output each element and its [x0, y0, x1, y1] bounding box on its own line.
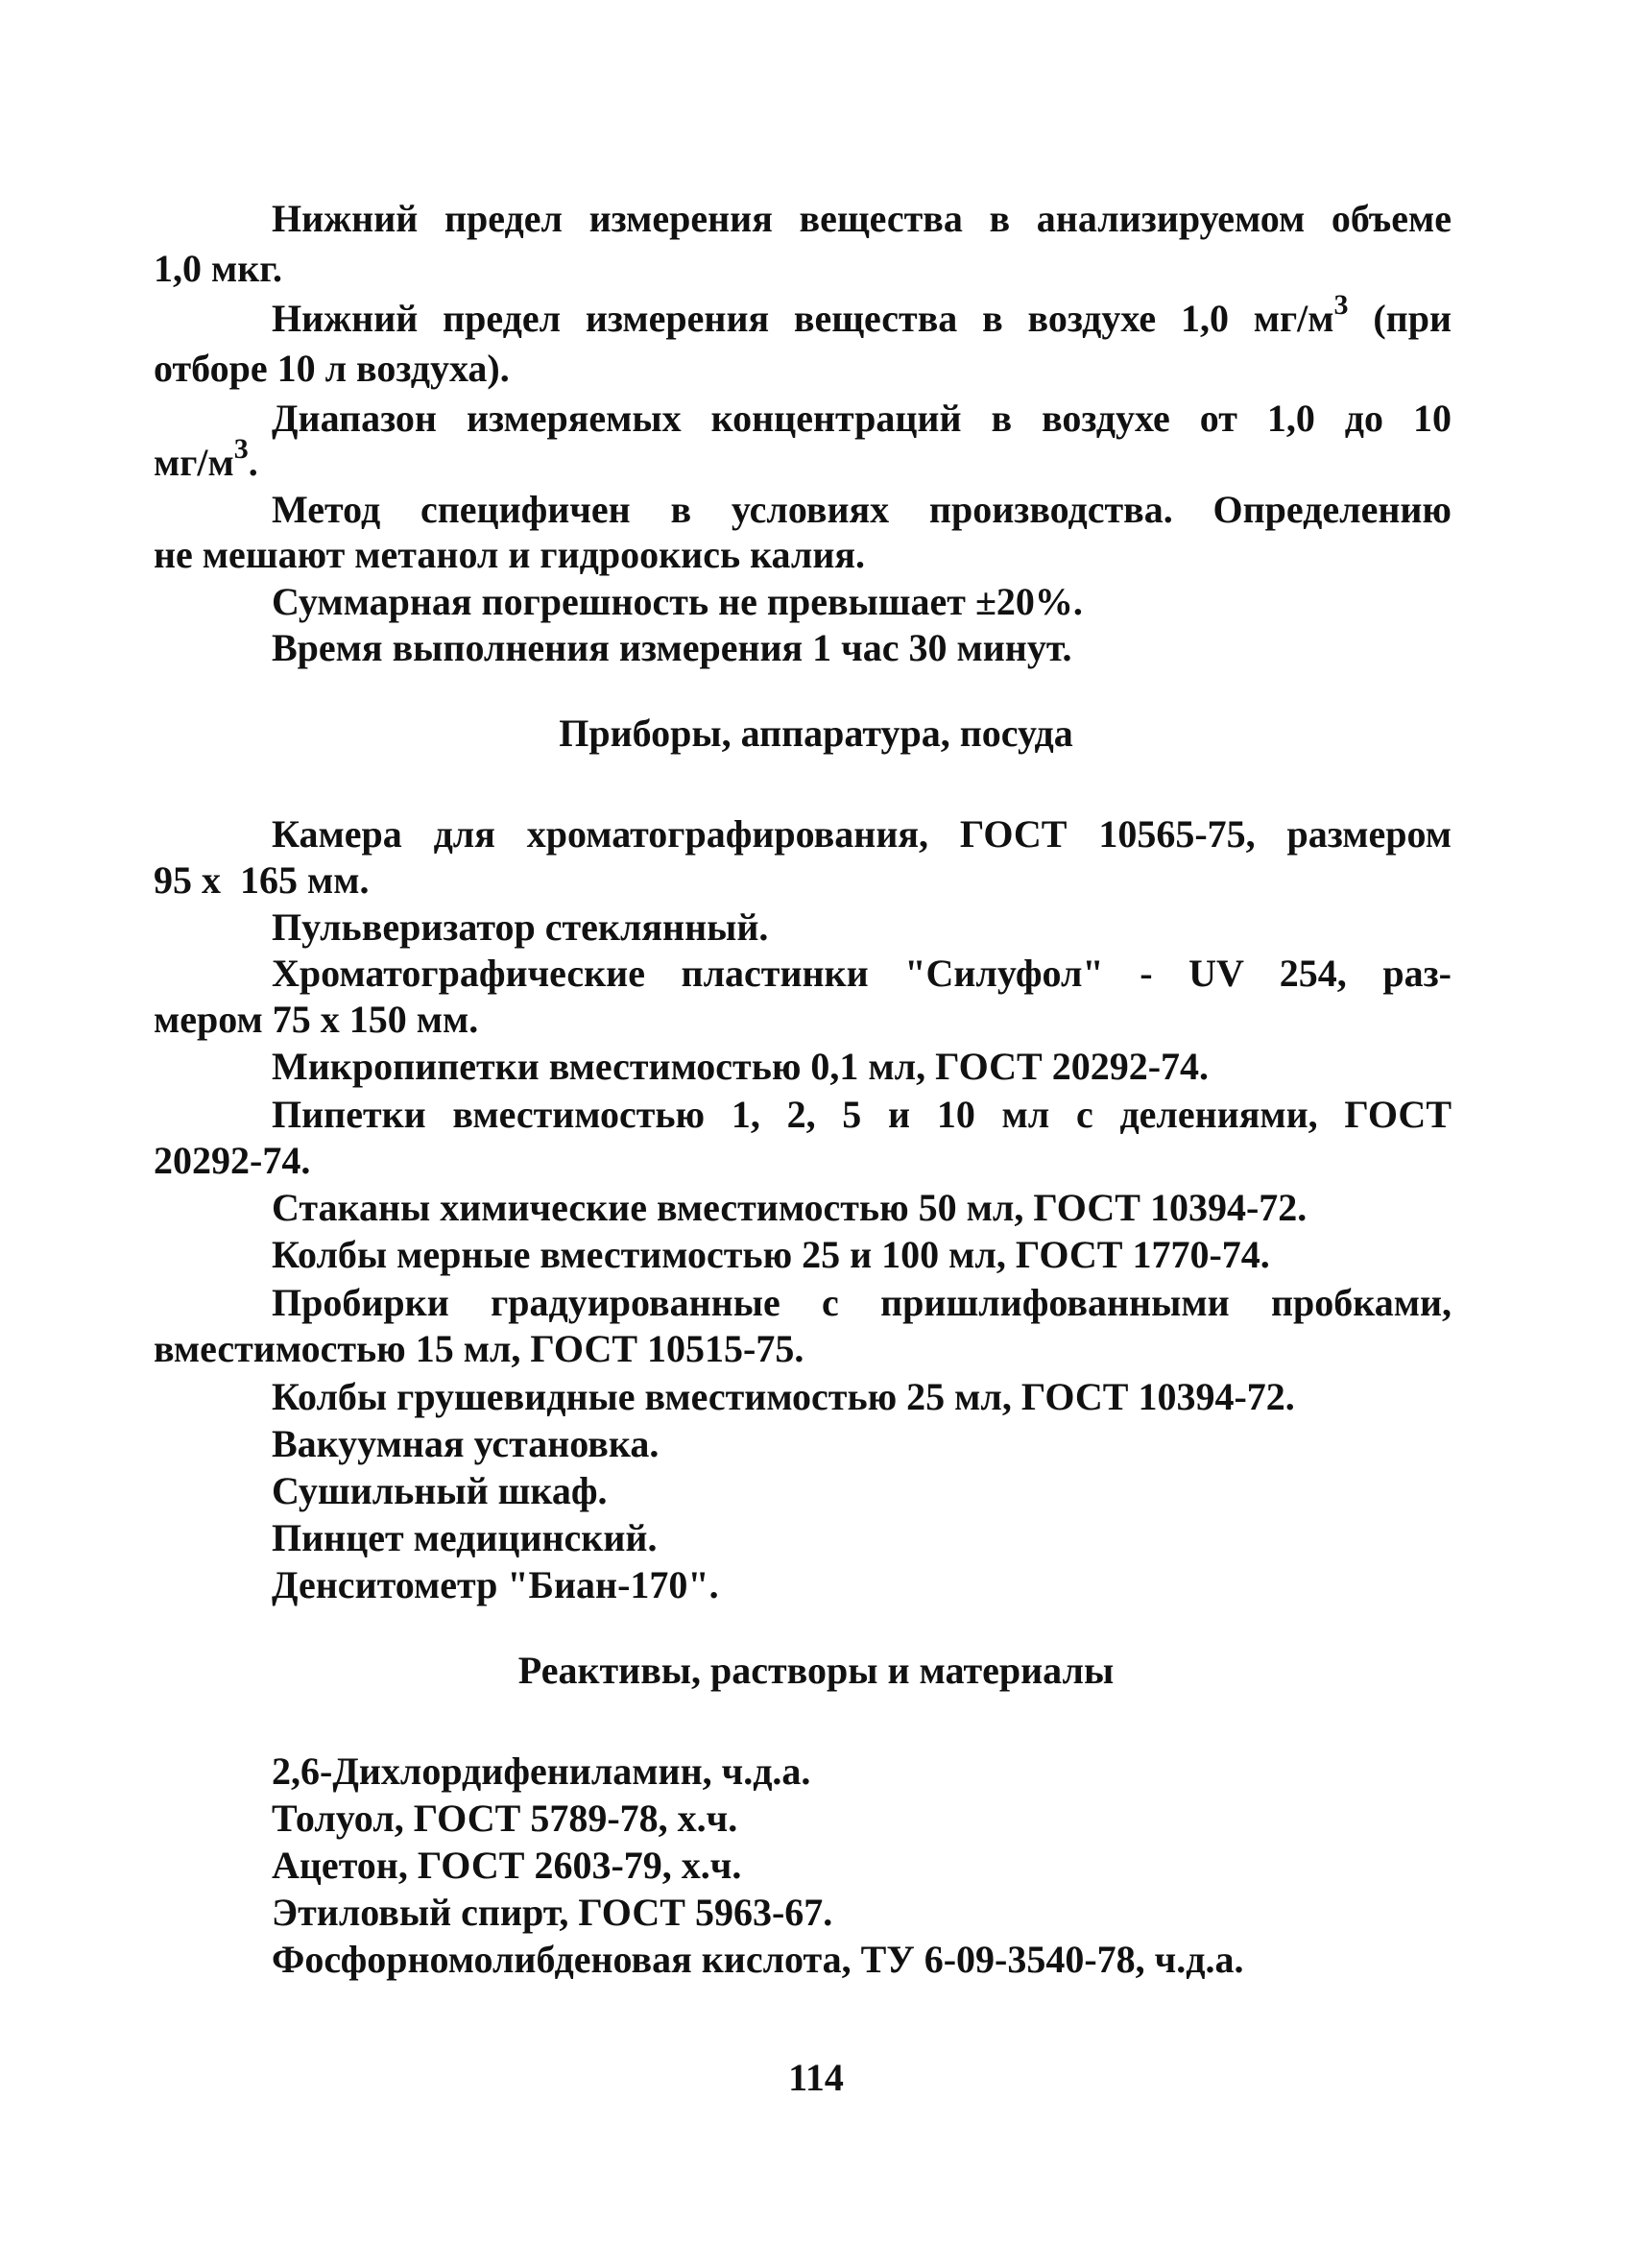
instrument-item-9: Колбы грушевидные вместимостью 25 мл, ГОСТ 10394-72. [272, 1375, 1295, 1418]
instrument-item-2: Пульверизатор стеклянный. [272, 905, 769, 949]
reagent-item-5: Фосфорномолибденовая кислота, ТУ 6-09-3540-78, ч.д.а. [272, 1938, 1244, 1981]
reagent-item-3: Ацетон, ГОСТ 2603-79, х.ч. [272, 1844, 742, 1887]
specificity-line1: Метод специфичен в условиях производства. Определению [272, 488, 1452, 531]
reagent-item-2: Толуол, ГОСТ 5789-78, х.ч. [272, 1797, 738, 1840]
lower-limit-air-text-tail: (при [1348, 297, 1452, 340]
instrument-item-1-line2: 95 х 165 мм. [154, 858, 370, 902]
instrument-item-7: Колбы мерные вместимостью 25 и 100 мл, ГОСТ 1770-74. [272, 1233, 1270, 1276]
reagent-item-1: 2,6-Дихлордифениламин, ч.д.а. [272, 1749, 811, 1793]
instrument-item-3-line2: мером 75 х 150 мм. [154, 998, 479, 1041]
lower-limit-air-line1 [272, 289, 1452, 342]
lower-limit-air-line2: отборе 10 л воздуха). [154, 347, 510, 390]
instrument-item-1-line1: Камера для хроматографирования, ГОСТ 10565-75, размером [272, 812, 1452, 856]
lower-limit-air-text: Нижний предел измерения вещества в воздухе 1,0 мг/м [272, 297, 1334, 340]
lower-limit-volume-line2: 1,0 мкг. [154, 247, 282, 290]
error-line: Суммарная погрешность не превышает ±20%. [272, 580, 1083, 623]
range-line2 [154, 433, 258, 486]
instrument-item-12: Пинцет медицинский. [272, 1516, 658, 1559]
instrument-item-8-line2: вместимостью 15 мл, ГОСТ 10515-75. [154, 1327, 804, 1370]
instrument-item-6: Стаканы химические вместимостью 50 мл, ГОСТ 10394-72. [272, 1186, 1308, 1229]
instrument-item-5-line2: 20292-74. [154, 1139, 311, 1182]
cubic-superscript: 3 [1333, 289, 1349, 321]
lower-limit-volume-line1: Нижний предел измерения вещества в анализируемом объеме [272, 197, 1452, 240]
instrument-item-5-line1: Пипетки вместимостью 1, 2, 5 и 10 мл с делениями, ГОСТ [272, 1093, 1452, 1136]
instrument-item-8-line1: Пробирки градуированные с пришлифованными пробками, [272, 1281, 1452, 1324]
section-heading-reagents: Реактивы, растворы и материалы [517, 1649, 1115, 1692]
range-unit: мг/м [154, 441, 234, 484]
range-line1: Диапазон измеряемых концентраций в воздухе от 1,0 до 10 [272, 397, 1452, 440]
page-number: 114 [788, 2056, 844, 2099]
instrument-item-10: Вакуумная установка. [272, 1422, 660, 1465]
cubic-superscript: 3 [233, 433, 249, 465]
duration-line: Время выполнения измерения 1 час 30 минут. [272, 626, 1072, 669]
range-unit-tail: . [248, 441, 258, 484]
instrument-item-13: Денситометр "Биан-170". [272, 1563, 719, 1606]
instrument-item-11: Сушильный шкаф. [272, 1469, 608, 1512]
instrument-item-3-line1: Хроматографические пластинки "Силуфол" - UV 254, раз- [272, 952, 1452, 995]
instrument-item-4: Микропипетки вместимостью 0,1 мл, ГОСТ 20292-74. [272, 1045, 1210, 1088]
specificity-line2: не мешают метанол и гидроокись калия. [154, 533, 866, 576]
reagent-item-4: Этиловый спирт, ГОСТ 5963-67. [272, 1891, 833, 1934]
section-heading-instruments: Приборы, аппаратура, посуда [559, 712, 1073, 755]
